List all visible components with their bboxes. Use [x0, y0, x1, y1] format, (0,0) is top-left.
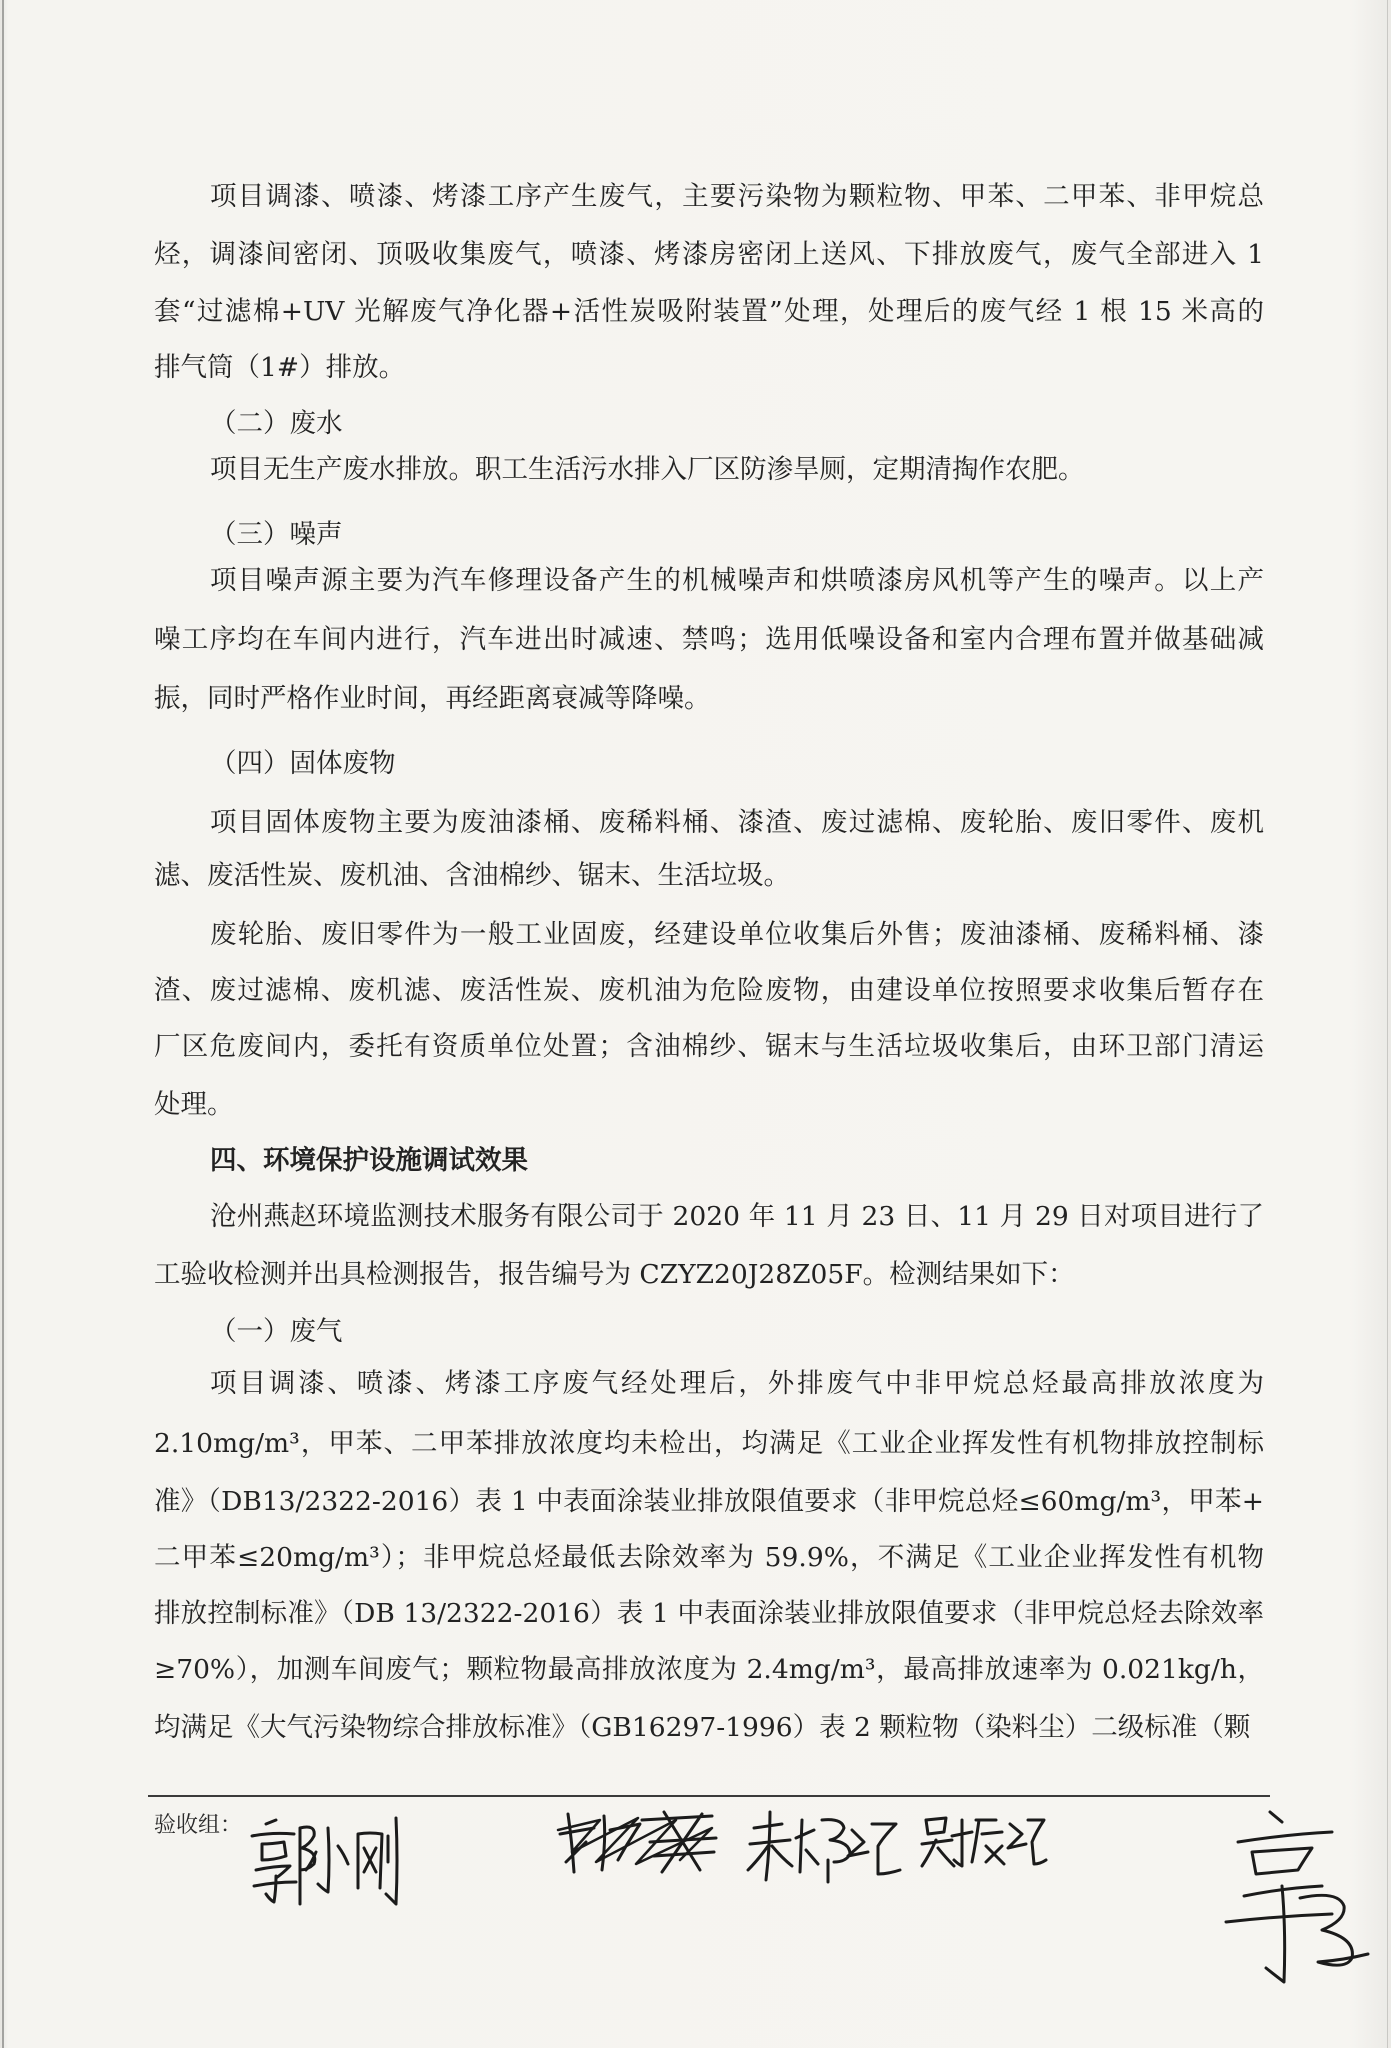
signature-2	[558, 1812, 716, 1872]
subsection-heading: （三）噪声	[210, 519, 343, 550]
paragraph-line: 烃，调漆间密闭、顶吸收集废气，喷漆、烤漆房密闭上送风、下排放废气，废气全部进入 1	[154, 239, 1264, 270]
paragraph-line: 振，同时严格作业时间，再经距离衰减等降噪。	[154, 683, 711, 714]
paragraph-line: 滤、废活性炭、废机油、含油棉纱、锯末、生活垃圾。	[154, 860, 790, 891]
paragraph-line: 项目调漆、喷漆、烤漆工序废气经处理后，外排废气中非甲烷总烃最高排放浓度为	[210, 1368, 1264, 1399]
paragraph-line: 工验收检测并出具检测报告，报告编号为 CZYZ20J28Z05F。检测结果如下：	[154, 1259, 1075, 1290]
paragraph-line: 项目固体废物主要为废油漆桶、废稀料桶、漆渣、废过滤棉、废轮胎、废旧零件、废机	[210, 807, 1264, 838]
paragraph-line: 项目调漆、喷漆、烤漆工序产生废气，主要污染物为颗粒物、甲苯、二甲苯、非甲烷总	[210, 181, 1264, 212]
paragraph-line: 二甲苯≤20mg/m³）；非甲烷总烃最低去除效率为 59.9%，不满足《工业企业挥发性有机物	[154, 1542, 1264, 1573]
paragraph-line: ≥70%），加测车间废气；颗粒物最高排放浓度为 2.4mg/m³，最高排放速率为 0.021kg/h，	[154, 1654, 1264, 1685]
signature-3	[748, 1812, 900, 1882]
paragraph-line: 废轮胎、废旧零件为一般工业固废，经建设单位收集后外售；废油漆桶、废稀料桶、漆	[210, 919, 1264, 950]
paragraph-line: 渣、废过滤棉、废机滤、废活性炭、废机油为危险废物，由建设单位按照要求收集后暂存在	[154, 975, 1264, 1006]
paragraph-line: 2.10mg/m³，甲苯、二甲苯排放浓度均未检出，均满足《工业企业挥发性有机物排放控制标	[154, 1428, 1264, 1459]
signature-4	[922, 1818, 1046, 1866]
signatures	[0, 1790, 1391, 2010]
paragraph-line: 套“过滤棉+UV 光解废气净化器+活性炭吸附装置”处理，处理后的废气经 1 根 15 米高的	[154, 296, 1264, 327]
signature-1	[252, 1818, 397, 1904]
subsection-heading: （一）废气	[210, 1316, 343, 1347]
paragraph-line: 项目噪声源主要为汽车修理设备产生的机械噪声和烘喷漆房风机等产生的噪声。以上产	[210, 565, 1264, 596]
paragraph-line: 均满足《大气污染物综合排放标准》（GB16297-1996）表 2 颗粒物（染料尘）二级标准（颗	[154, 1712, 1251, 1743]
acceptance-team-label: 验收组：	[154, 1813, 243, 1838]
paragraph-line: 排气筒（1#）排放。	[154, 352, 406, 383]
paragraph-line: 准》（DB13/2322-2016）表 1 中表面涂装业排放限值要求（非甲烷总烃≤60mg/m³，甲苯+	[154, 1486, 1264, 1517]
subsection-heading: （二）废水	[210, 408, 343, 439]
subsection-heading: （四）固体废物	[210, 748, 396, 779]
paragraph-line: 处理。	[154, 1089, 234, 1120]
signature-5	[1226, 1812, 1368, 1982]
section-heading: 四、环境保护设施调试效果	[210, 1145, 528, 1176]
paragraph-line: 噪工序均在车间内进行，汽车进出时减速、禁鸣；选用低噪设备和室内合理布置并做基础减	[154, 624, 1264, 655]
paragraph-line: 排放控制标准》（DB 13/2322-2016）表 1 中表面涂装业排放限值要求（非甲烷总烃去除效率	[154, 1598, 1264, 1629]
paragraph-line: 项目无生产废水排放。职工生活污水排入厂区防渗旱厕，定期清掏作农肥。	[210, 454, 1085, 485]
paragraph-line: 沧州燕赵环境监测技术服务有限公司于 2020 年 11 月 23 日、11 月 29 日对项目进行了	[210, 1201, 1264, 1232]
paragraph-line: 厂区危废间内，委托有资质单位处置；含油棉纱、锯末与生活垃圾收集后，由环卫部门清运	[154, 1031, 1264, 1062]
